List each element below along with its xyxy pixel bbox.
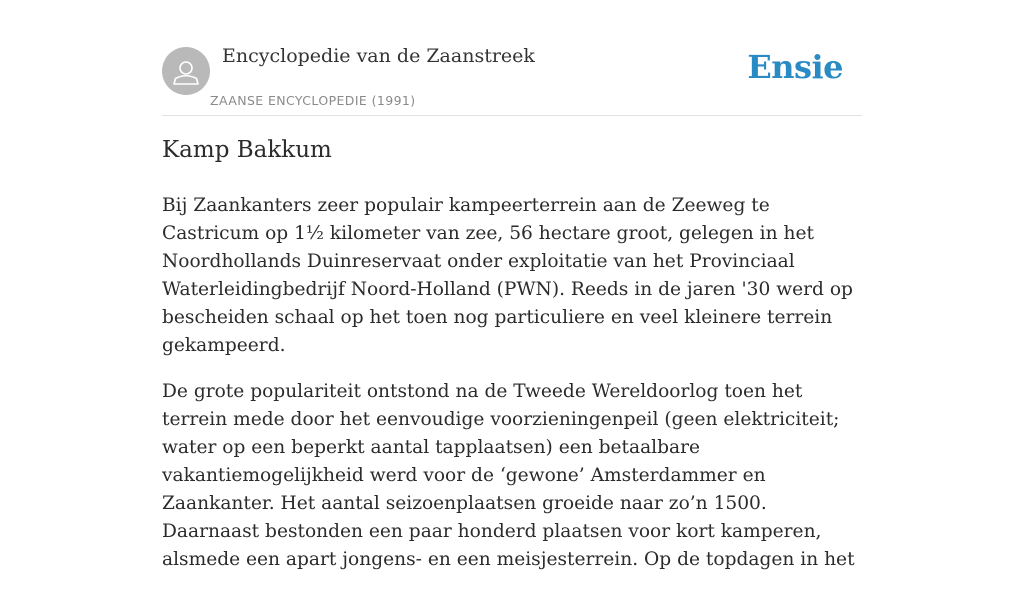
- article-body: [162, 192, 866, 592]
- source-subtitle[interactable]: ZAANSE ENCYCLOPEDIE (1991): [210, 93, 416, 108]
- user-silhouette-icon: [162, 47, 210, 95]
- article-title: Kamp Bakkum: [162, 137, 332, 163]
- source-header: [162, 0, 862, 116]
- avatar[interactable]: [162, 47, 210, 95]
- article-paragraph: Bij Zaankanters zeer populair kampeerterrein aan de Zeeweg te Castricum op 1½ kilometer van zee, 56 hectare groot, gelegen in het Noordhollands Duinreservaat onder exploitatie van het Provinciaal Waterleidingbedrijf Noord-Holland (PWN). Reeds in de jaren '30 werd op bescheiden schaal op het toen nog particuliere en veel kleinere terrein gekampeerd.: [162, 195, 853, 356]
- article-paragraph: De grote populariteit ontstond na de Tweede Wereldoorlog toen het terrein mede door het eenvoudige voorzieningenpeil (geen elektriciteit; water op een beperkt aantal tapplaatsen) een betaalbare vakantiemogelijkheid werd voor de ‘gewone’ Amsterdammer en Zaankanter. Het aantal seizoenplaatsen groeide naar zo’n 1500. Daarnaast bestonden een paar honderd plaatsen voor kort kamperen, alsmede een apart jongens- en een meisjesterrein. Op de topdagen in het: [162, 381, 855, 570]
- source-title[interactable]: Encyclopedie van de Zaanstreek: [222, 45, 535, 67]
- ensie-logo[interactable]: Ensie: [747, 48, 843, 86]
